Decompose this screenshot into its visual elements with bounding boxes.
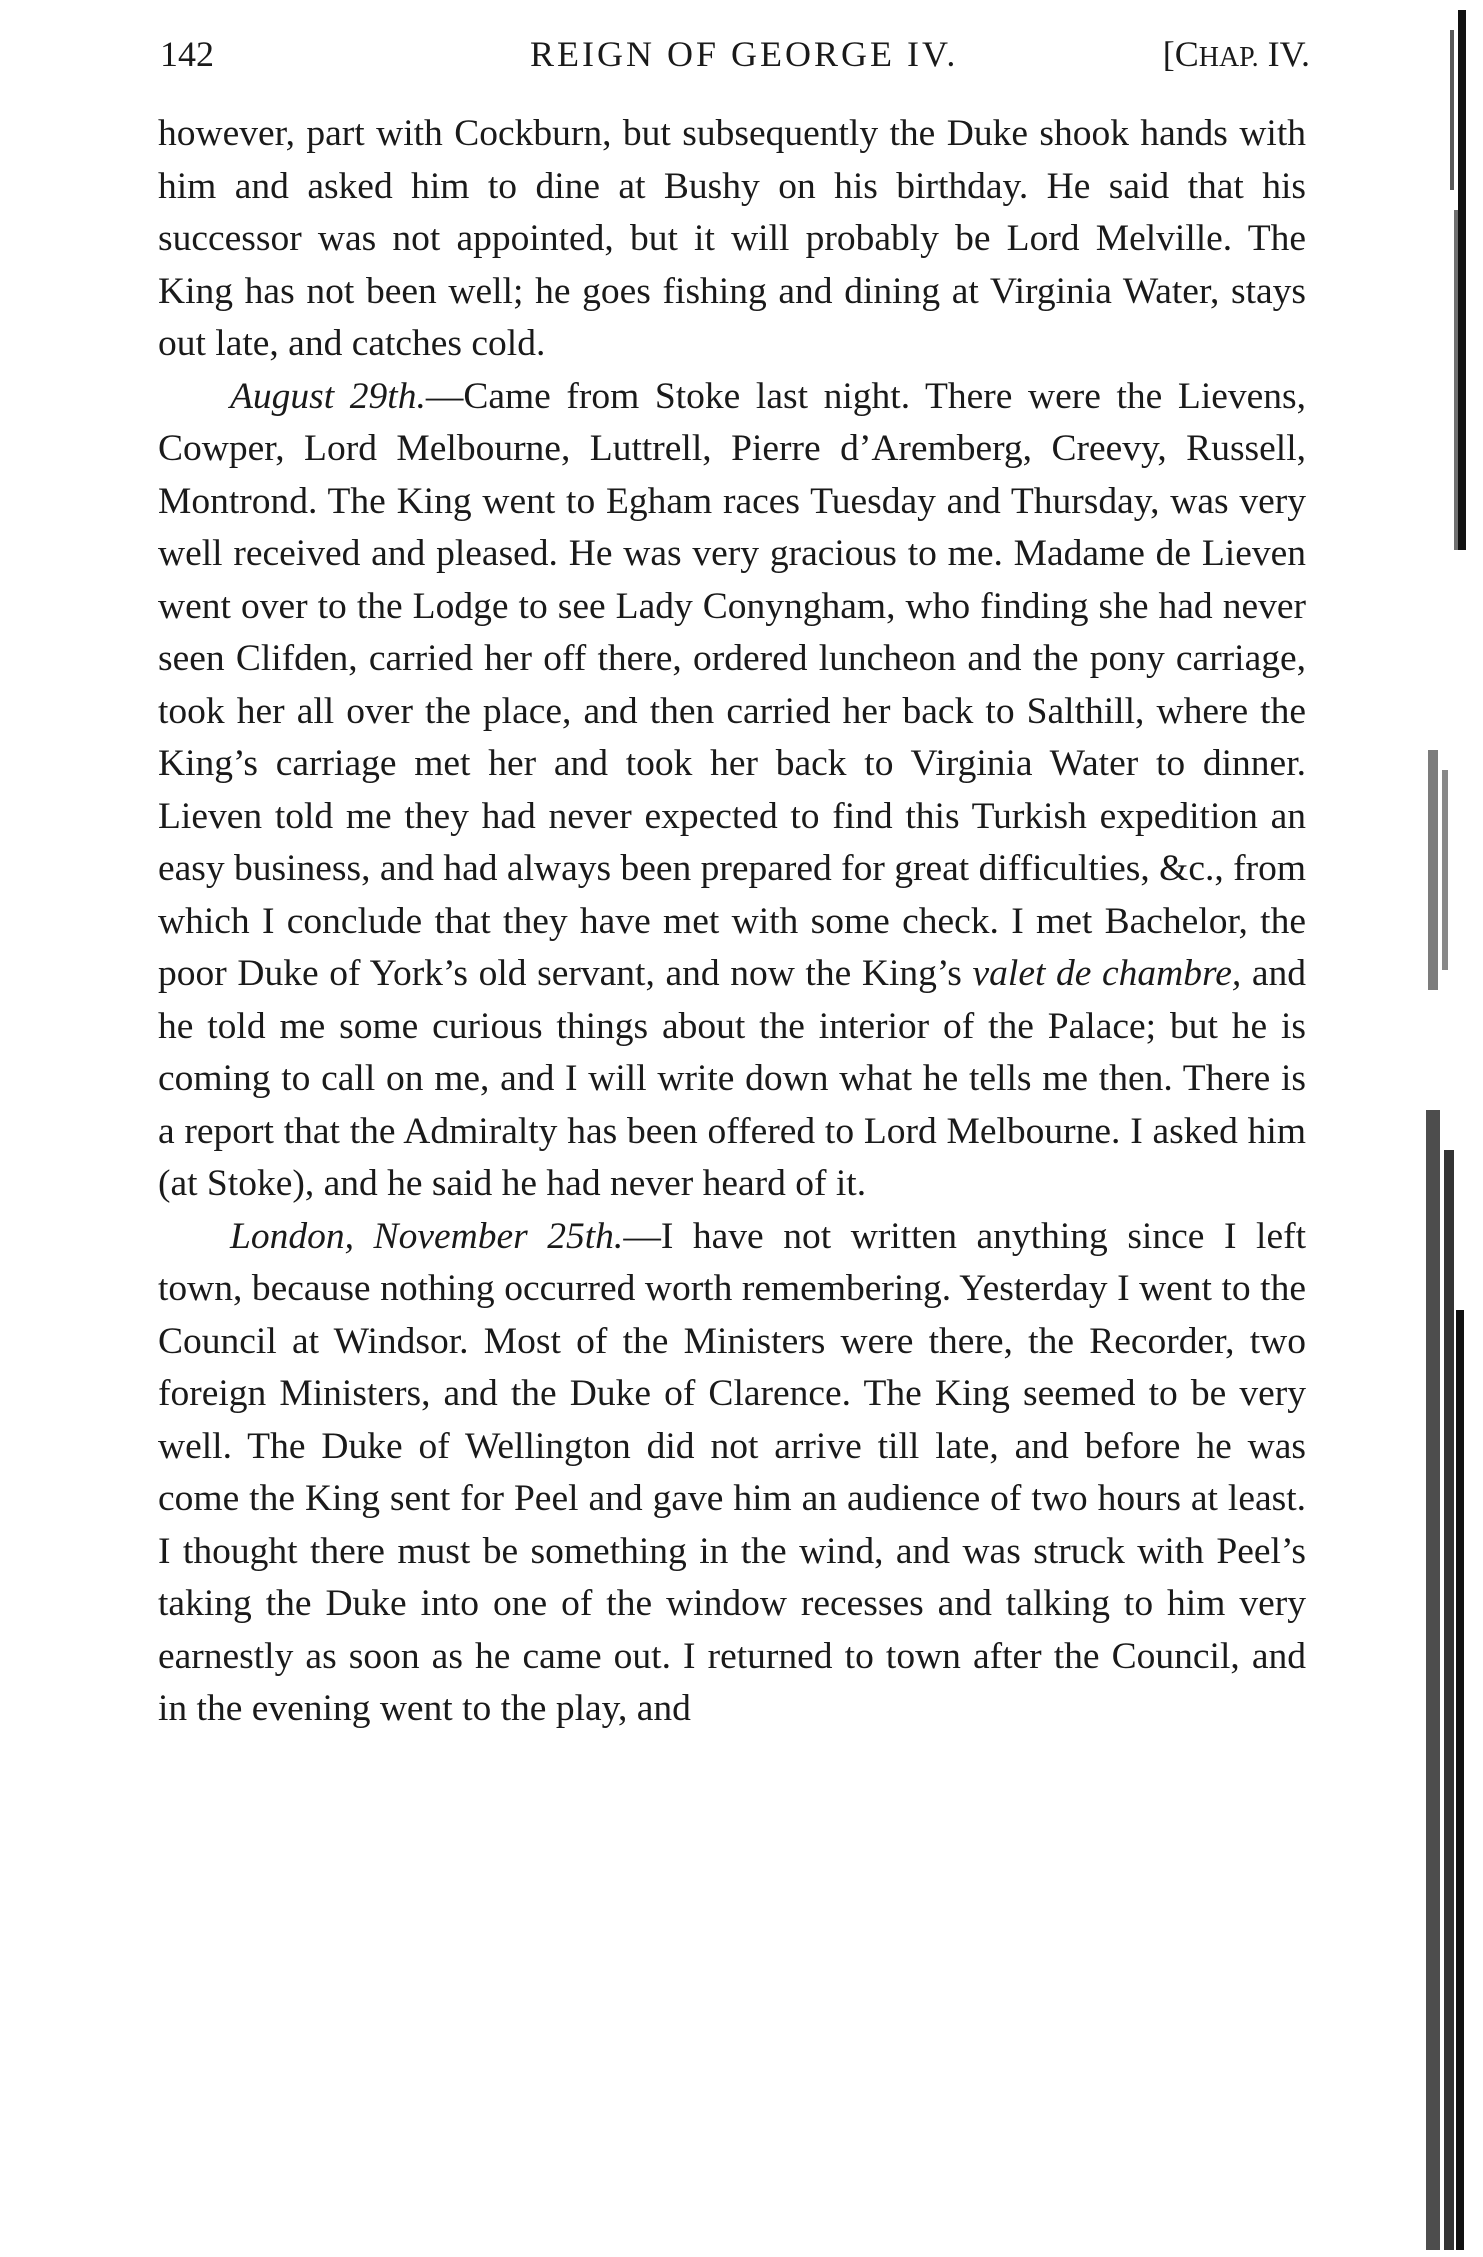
edge-band xyxy=(1458,10,1466,550)
running-head xyxy=(160,26,1310,82)
edge-band xyxy=(1456,1310,1464,2250)
entry-date: London, November 25th. xyxy=(230,1215,624,1257)
edge-band xyxy=(1426,1110,1440,2250)
paragraph-3: London, November 25th.—I have not written anything since I left town, because nothing occurred worth remembering. Yesterday I went to the Council at Windsor. Most of the Ministers were there, the Recorder, two foreign Ministers, and the Duke of Clarence. The King seemed to be very well. The Duke of Wellington did not arrive till late, and before he was come the King sent for Peel and gave him an audience of two hours at least. I thought there must be something in the wind, and was struck with Peel’s taking the Duke into one of the window recesses and talking to him very earnestly as soon as he came out. I returned to town after the Council, and in the evening went to the play, and xyxy=(158,1215,1307,1729)
edge-band xyxy=(1450,30,1454,190)
edge-band xyxy=(1442,770,1448,970)
paragraph-1: however, part with Cockburn, but subsequently the Duke shook hands with him and asked him to dine at Bushy on his birthday. He said that his successor was not appointed, but it will probably be Lord Melville. The King has not been well; he goes fishing and dining at Virginia Water, stays out late, and catches cold. xyxy=(158,113,1306,364)
page-number: 142 xyxy=(160,34,214,74)
paragraph-2: August 29th.—Came from Stoke last night. There were the Lievens, Cowper, Lord Melbourne, Luttrell, Pierre d’Aremberg, Creevy, Russell, Montrond. The King went to Egham races Tuesday and Thursday, was very well received and pleased. He was very gracious to me. Madame de Lieven went over to the Lodge to see Lady Conyngham, who finding she had never seen Clifden, carried her off there, ordered luncheon and the pony carriage, took her all over the place, and then carried her back to Salthill, where the King’s carriage met her and took her back to Virginia Water to dinner. Lieven told me they had never expected to find this Turkish expedition an easy business, and had always been prepared for great difficulties, &c., from which I conclude that they have met with some check. I met Bachelor, the poor Duke of York’s old servant, and now the King’s valet de chambre, and he told me some curious things about the interior of the Palace; but he is coming to call on me, and I will write down what he tells me then. There is a report that the Admiralty has been offered to Lord Melbourne. I asked him (at Stoke), and he said he had never heard of it. xyxy=(158,375,1306,1204)
edge-band xyxy=(1454,210,1459,550)
body-text xyxy=(158,108,1306,1736)
edge-band xyxy=(1444,1150,1454,2250)
running-title: REIGN OF GEORGE IV. xyxy=(530,34,959,74)
edge-band xyxy=(1428,750,1438,990)
chapter-label: [CHAP. IV. xyxy=(1162,34,1310,74)
page-edge-shadow xyxy=(1420,10,1480,2250)
italic-phrase: valet de chambre, xyxy=(972,953,1242,994)
entry-date: August 29th. xyxy=(230,375,426,417)
